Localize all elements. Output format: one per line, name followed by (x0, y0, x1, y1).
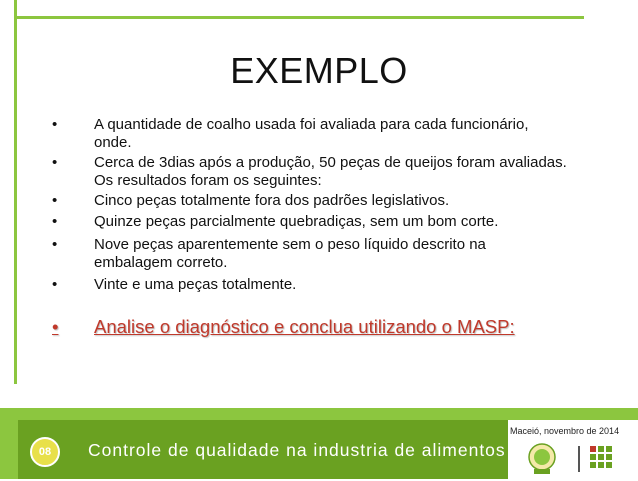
logo-divider (578, 446, 580, 472)
institute-grid-icon (590, 446, 612, 468)
highlight-text: Analise o diagnóstico e conclua utilizando o MASP: (94, 316, 515, 337)
bullet-marker: • (52, 154, 58, 171)
bullet-text (94, 154, 614, 190)
logo-graphic (520, 442, 630, 476)
footer-title: Controle de qualidade na industria de alimentos (88, 440, 506, 460)
bullet-line: Nove peças aparentemente sem o peso líquido descrito na (94, 236, 486, 253)
bullet-line: Cerca de 3dias após a produção, 50 peças de queijos foram avaliadas. (94, 154, 567, 171)
bullet-marker: • (52, 276, 58, 293)
bullet-marker: • (52, 316, 59, 337)
bullet-line: Quinze peças parcialmente quebradiças, sem um bom corte. (94, 213, 499, 230)
bullet-line: onde. (94, 134, 132, 151)
bullet-line: Cinco peças totalmente fora dos padrões legislativos. (94, 192, 450, 209)
bullet-line: A quantidade de coalho usada foi avaliada para cada funcionário, (94, 116, 529, 133)
bullet-text (94, 276, 614, 294)
bullet-text (94, 192, 614, 210)
footer-stripe (0, 408, 638, 420)
bullet-marker: • (52, 213, 58, 230)
bullet-text (94, 213, 614, 231)
bullet-text (94, 116, 614, 152)
footer-date: Maceió, novembro de 2014 (510, 426, 620, 436)
bullet-line: Vinte e uma peças totalmente. (94, 276, 297, 293)
slide-number-badge: 08 (30, 437, 60, 467)
bullet-line: Os resultados foram os seguintes: (94, 172, 322, 189)
bullet-marker: • (52, 192, 58, 209)
footer-left-strip (0, 420, 18, 479)
bullet-marker: • (52, 236, 58, 253)
seal-icon (529, 444, 555, 474)
bullet-text (94, 236, 614, 272)
bullet-line: embalagem correto. (94, 254, 228, 271)
slide-title: EXEMPLO (230, 50, 408, 91)
bullet-marker: • (52, 116, 58, 133)
frame-top-rule (14, 16, 584, 19)
institution-logos (520, 442, 630, 476)
